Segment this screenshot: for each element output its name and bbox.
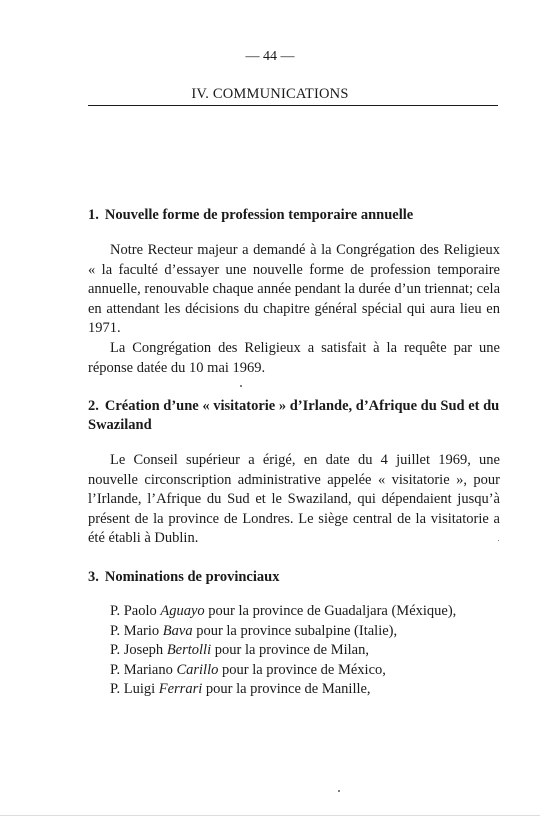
section-1-paragraph-1: Notre Recteur majeur a demandé à la Congrégation des Religieux « la faculté d’essayer une nouvelle forme de profession temporaire annuelle, renouvable chaque année pendant la durée d’un triennat; cela en attendant les décisions du chapitre général spécial qui aura lieu en 1971. xyxy=(88,242,500,337)
item-prefix: P. Mario xyxy=(110,622,160,639)
section-2-number: 2. xyxy=(88,398,99,414)
item-prefix: P. Mariano xyxy=(110,661,173,678)
item-prefix: P. Luigi xyxy=(110,681,156,698)
section-1-paragraph-2: La Congrégation des Religieux a satisfait à la requête par une réponse datée du 10 mai 1969. xyxy=(88,340,500,376)
section-2-title: Création d’une « visitatorie » d’Irlande, d’Afrique du Sud et du Swaziland xyxy=(88,398,500,433)
chapter-rule xyxy=(88,105,498,106)
item-name: Carillo xyxy=(176,661,219,678)
item-name: Ferrari xyxy=(158,681,203,698)
item-text: pour la province de México, xyxy=(222,661,386,678)
section-3-number: 3. xyxy=(88,569,99,585)
chapter-title: IV. COMMUNICATIONS xyxy=(191,86,349,102)
page-edge-line xyxy=(0,815,540,816)
section-3-title: Nominations de provinciaux xyxy=(104,569,280,585)
item-name: Aguayo xyxy=(160,603,205,619)
list-item xyxy=(110,622,510,642)
scan-speck xyxy=(240,385,242,387)
list-item xyxy=(110,602,510,622)
section-2-paragraph-1: Le Conseil supérieur a érigé, en date du 4 juillet 1969, une nouvelle circonscription administrative appelée « visitatorie », pour l’Irlande, l’Afrique du Sud et le Swaziland, qui dépendaient jusqu’à présent de la province de Londres. Le siège central de la visitatorie a été établi à Dublin. xyxy=(88,452,500,547)
item-prefix: P. Paolo xyxy=(110,603,157,619)
item-text: pour la province de Manille, xyxy=(205,681,371,698)
provincial-nominations-list xyxy=(110,602,510,700)
item-name: Bertolli xyxy=(166,642,212,659)
scan-speck xyxy=(498,540,499,541)
section-1-heading xyxy=(88,206,500,225)
list-item xyxy=(110,641,510,661)
list-item xyxy=(110,680,510,700)
section-1-number: 1. xyxy=(88,207,99,223)
item-name: Bava xyxy=(162,622,193,639)
section-2-heading xyxy=(88,397,500,435)
section-1-title: Nouvelle forme de profession temporaire annuelle xyxy=(104,207,414,223)
page-number: — 44 — xyxy=(245,49,295,64)
item-prefix: P. Joseph xyxy=(110,642,164,659)
section-3-heading xyxy=(88,568,500,587)
item-text: pour la province de Guadaljara (Méxique), xyxy=(208,603,457,619)
item-text: pour la province de Milan, xyxy=(214,642,369,659)
scan-speck xyxy=(338,790,340,792)
list-item xyxy=(110,661,510,681)
item-text: pour la province subalpine (Italie), xyxy=(196,622,398,639)
